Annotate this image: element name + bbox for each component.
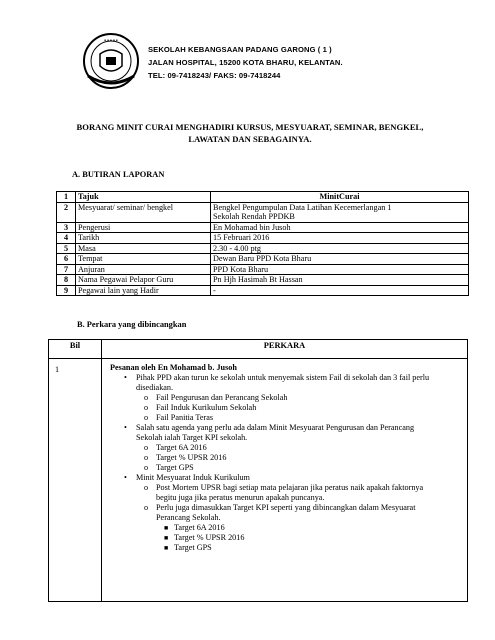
section-a-heading: A. BUTIRAN LAPORAN — [72, 170, 165, 179]
perkara-line — [110, 443, 460, 453]
perkara-line — [110, 433, 460, 443]
table-row — [57, 222, 469, 233]
perkara-line-text: Target 6A 2016 — [174, 523, 225, 532]
row-number: 6 — [57, 254, 76, 265]
perkara-list — [110, 373, 460, 553]
row-value: 2.30 - 4.00 ptg — [211, 243, 469, 254]
perkara-cell — [102, 359, 468, 602]
column-header-bil: Bil — [49, 340, 102, 359]
perkara-line-text: Minit Mesyuarat Induk Kurikulum — [136, 473, 250, 482]
row-key: Pegawai lain yang Hadir — [76, 285, 211, 296]
perkara-line-text: Perancang Sekolah. — [156, 513, 221, 522]
perkara-line-text: Target % UPSR 2016 — [156, 453, 227, 462]
bullet-marker: o — [144, 443, 149, 452]
perkara-line — [110, 523, 460, 533]
perkara-line — [110, 533, 460, 543]
perkara-line-text: Perlu juga dimasukkan Target KPI seperti yang dibincangkan dalam Mesyuarat — [156, 503, 416, 512]
perkara-line — [110, 373, 460, 383]
perkara-line-text: Post Mortem UPSR bagi setiap mata pelajaran jika peratus naik apakah faktornya — [156, 483, 424, 492]
perkara-line-text: Target % UPSR 2016 — [174, 533, 245, 542]
form-title-line1: BORANG MINIT CURAI MENGHADIRI KURSUS, MESYUARAT, SEMINAR, BENGKEL, — [76, 122, 424, 132]
school-name: SEKOLAH KEBANGSAAN PADANG GARONG ( 1 ) — [148, 45, 332, 54]
perkara-line-text: Fail Pengurusan dan Perancang Sekolah — [156, 393, 288, 402]
row-value: - — [211, 285, 469, 296]
perkara-line-text: Target GPS — [174, 543, 212, 552]
table-row — [49, 359, 468, 602]
bullet-marker: ■ — [164, 534, 169, 542]
row-value: MinitCurai — [211, 192, 469, 203]
row-key: Mesyuarat/ seminar/ bengkel — [76, 202, 211, 222]
perkara-line — [110, 503, 460, 513]
row-number: 9 — [57, 285, 76, 296]
bullet-marker: o — [144, 483, 149, 492]
perkara-line-text: Fail Induk Kurikulum Sekolah — [156, 403, 257, 412]
row-value: Dewan Baru PPD Kota Bharu — [211, 254, 469, 265]
row-number: 5 — [57, 243, 76, 254]
perkara-line-text: Sekolah ialah Target KPI sekolah. — [136, 433, 248, 442]
row-key: Tajuk — [76, 192, 211, 203]
bullet-marker: o — [144, 413, 149, 422]
form-title-line2: LAWATAN DAN SEBAGAINYA. — [188, 134, 312, 144]
bullet-marker: o — [144, 503, 149, 512]
row-value: PPD Kota Bharu — [211, 264, 469, 275]
table-row — [57, 243, 469, 254]
row-number: 4 — [57, 233, 76, 244]
bil-cell — [49, 359, 102, 602]
row-value-line: Bengkel Pengumpulan Data Latihan Kecemerlangan 1 — [213, 202, 392, 212]
bullet-marker: • — [124, 473, 127, 482]
bullet-marker: ■ — [164, 524, 169, 532]
butiran-table — [56, 191, 469, 296]
bullet-marker: o — [144, 403, 149, 412]
row-key: Pengerusi — [76, 222, 211, 233]
row-number: 7 — [57, 264, 76, 275]
bullet-marker: • — [124, 373, 127, 382]
row-key: Anjuran — [76, 264, 211, 275]
row-key: Tarikh — [76, 233, 211, 244]
svg-text:•••••: ••••• — [103, 38, 119, 44]
perkara-line — [110, 473, 460, 483]
perkara-line — [110, 463, 460, 473]
perkara-line — [110, 513, 460, 523]
table-row — [57, 285, 469, 296]
row-key: Masa — [76, 243, 211, 254]
row-number: 8 — [57, 275, 76, 286]
bullet-marker: • — [124, 423, 127, 432]
perkara-line — [110, 413, 460, 423]
perkara-line — [110, 393, 460, 403]
row-number: 3 — [57, 222, 76, 233]
table-row — [57, 233, 469, 244]
perkara-heading: Pesanan oleh En Mohamad b. Jusoh — [110, 363, 237, 372]
bil-number: 1 — [55, 365, 60, 374]
bullet-marker: o — [144, 453, 149, 462]
row-key: Nama Pegawai Pelapor Guru — [76, 275, 211, 286]
row-value — [211, 202, 469, 222]
perkara-line-text: Pihak PPD akan turun ke sekolah untuk menyemak sistem Fail di sekolah dan 3 fail perlu — [136, 373, 430, 382]
perkara-line-text: disediakan. — [136, 383, 174, 392]
perkara-line-text: Fail Panitia Teras — [156, 413, 214, 422]
perkara-line — [110, 403, 460, 413]
bullet-marker: o — [144, 393, 149, 402]
row-key: Tempat — [76, 254, 211, 265]
perkara-line-text: begitu juga jika peratus menurun apakah puncanya. — [156, 493, 325, 502]
perkara-line-text: Target GPS — [156, 463, 194, 472]
row-number: 1 — [57, 192, 76, 203]
section-b-heading: B. Perkara yang dibincangkan — [77, 320, 187, 329]
row-number: 2 — [57, 202, 76, 222]
perkara-line — [110, 383, 460, 393]
row-value-line: Sekolah Rendah PPDKB — [213, 212, 295, 221]
table-row — [57, 254, 469, 265]
perkara-content — [110, 363, 460, 553]
column-header-perkara: PERKARA — [102, 340, 468, 359]
perkara-line — [110, 483, 460, 493]
table-row — [57, 275, 469, 286]
school-crest-icon — [82, 32, 140, 90]
table-row — [57, 264, 469, 275]
table-row — [57, 202, 469, 222]
bullet-marker: o — [144, 463, 149, 472]
row-value: Pn Hjh Hasimah Bt Hassan — [211, 275, 469, 286]
perkara-line — [110, 543, 460, 553]
perkara-line-text: Target 6A 2016 — [156, 443, 207, 452]
table-row — [57, 192, 469, 203]
bullet-marker: ■ — [164, 544, 169, 552]
row-value: En Mohamad bin Jusoh — [211, 222, 469, 233]
perkara-table — [48, 339, 468, 602]
school-contact: TEL: 09-7418243/ FAKS: 09-7418244 — [148, 71, 281, 80]
row-value: 15 Februari 2016 — [211, 233, 469, 244]
perkara-line — [110, 423, 460, 433]
perkara-line — [110, 493, 460, 503]
perkara-line — [110, 453, 460, 463]
table-header-row — [49, 340, 468, 359]
school-address: JALAN HOSPITAL, 15200 KOTA BHARU, KELANTAN. — [148, 58, 343, 67]
perkara-line-text: Salah satu agenda yang perlu ada dalam Minit Mesyuarat Pengurusan dan Perancang — [136, 423, 415, 432]
